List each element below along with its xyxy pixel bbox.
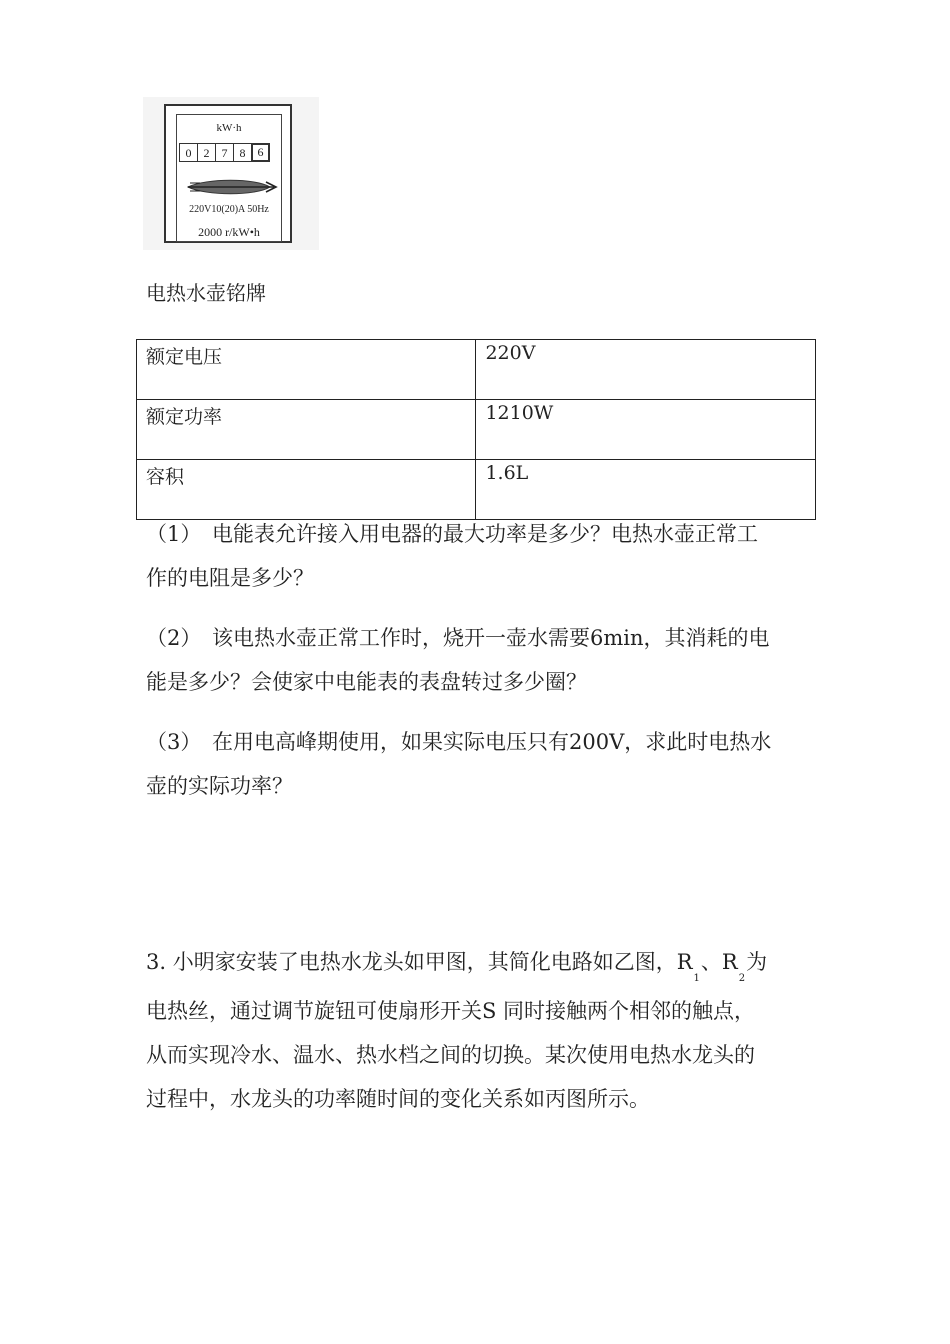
problem-line xyxy=(146,940,767,989)
question-text: 该电热水壶正常工作时，烧开一壶水需要6min，其消耗的电 xyxy=(212,626,770,650)
subscript: 1 xyxy=(693,973,700,984)
question-line xyxy=(146,720,771,764)
table-cell-value: 1210W xyxy=(476,400,816,460)
problem-text: 3. 小明家安装了电热水龙头如甲图，其简化电路如乙图，R xyxy=(146,950,693,974)
meter-rating-label: 220V10(20)A 50Hz xyxy=(189,204,269,215)
meter-revolution-label: 2000 r/kW•h xyxy=(198,225,260,239)
rotor-disc-arrow-icon xyxy=(186,177,278,197)
question-line: 能是多少？会使家中电能表的表盘转过多少圈？ xyxy=(146,670,587,694)
table-cell-value: 220V xyxy=(476,340,816,400)
question-number: （1） xyxy=(146,522,202,546)
problem-line: 过程中，水龙头的功率随时间的变化关系如丙图所示。 xyxy=(146,1087,650,1111)
question-line: 作的电阻是多少？ xyxy=(146,566,314,590)
meter-digit: 0 xyxy=(179,143,198,162)
question-1 xyxy=(146,512,758,600)
problem-line: 电热丝，通过调节旋钮可使扇形开关S 同时接触两个相邻的触点， xyxy=(146,999,756,1023)
question-text: 电能表允许接入用电器的最大功率是多少？电热水壶正常工 xyxy=(212,522,758,546)
problem-line: 从而实现冷水、温水、热水档之间的切换。某次使用电热水龙头的 xyxy=(146,1043,755,1067)
meter-digit: 8 xyxy=(233,143,252,162)
table-cell-label: 容积 xyxy=(137,460,476,520)
table-row xyxy=(137,460,816,520)
meter-digit: 6 xyxy=(251,143,270,162)
meter-digit: 7 xyxy=(215,143,234,162)
table-row xyxy=(137,400,816,460)
meter-digit-counter xyxy=(180,143,270,162)
nameplate-caption: 电热水壶铭牌 xyxy=(146,281,266,305)
meter-unit-label: kW·h xyxy=(216,122,242,134)
question-line xyxy=(146,616,770,660)
question-2 xyxy=(146,616,770,704)
question-number: （3） xyxy=(146,730,202,754)
problem-text: 、R xyxy=(700,950,738,974)
question-line: 壶的实际功率？ xyxy=(146,774,293,798)
meter-digit: 2 xyxy=(197,143,216,162)
subscript: 2 xyxy=(738,973,746,984)
kettle-spec-table xyxy=(136,339,816,520)
problem-3 xyxy=(146,940,767,1121)
table-cell-value: 1.6L xyxy=(476,460,816,520)
question-text: 在用电高峰期使用，如果实际电压只有200V，求此时电热水 xyxy=(212,730,772,754)
question-3 xyxy=(146,720,771,808)
table-cell-label: 额定功率 xyxy=(137,400,476,460)
question-number: （2） xyxy=(146,626,202,650)
problem-text: 为 xyxy=(746,950,768,974)
table-cell-label: 额定电压 xyxy=(137,340,476,400)
table-row xyxy=(137,340,816,400)
question-line xyxy=(146,512,758,556)
